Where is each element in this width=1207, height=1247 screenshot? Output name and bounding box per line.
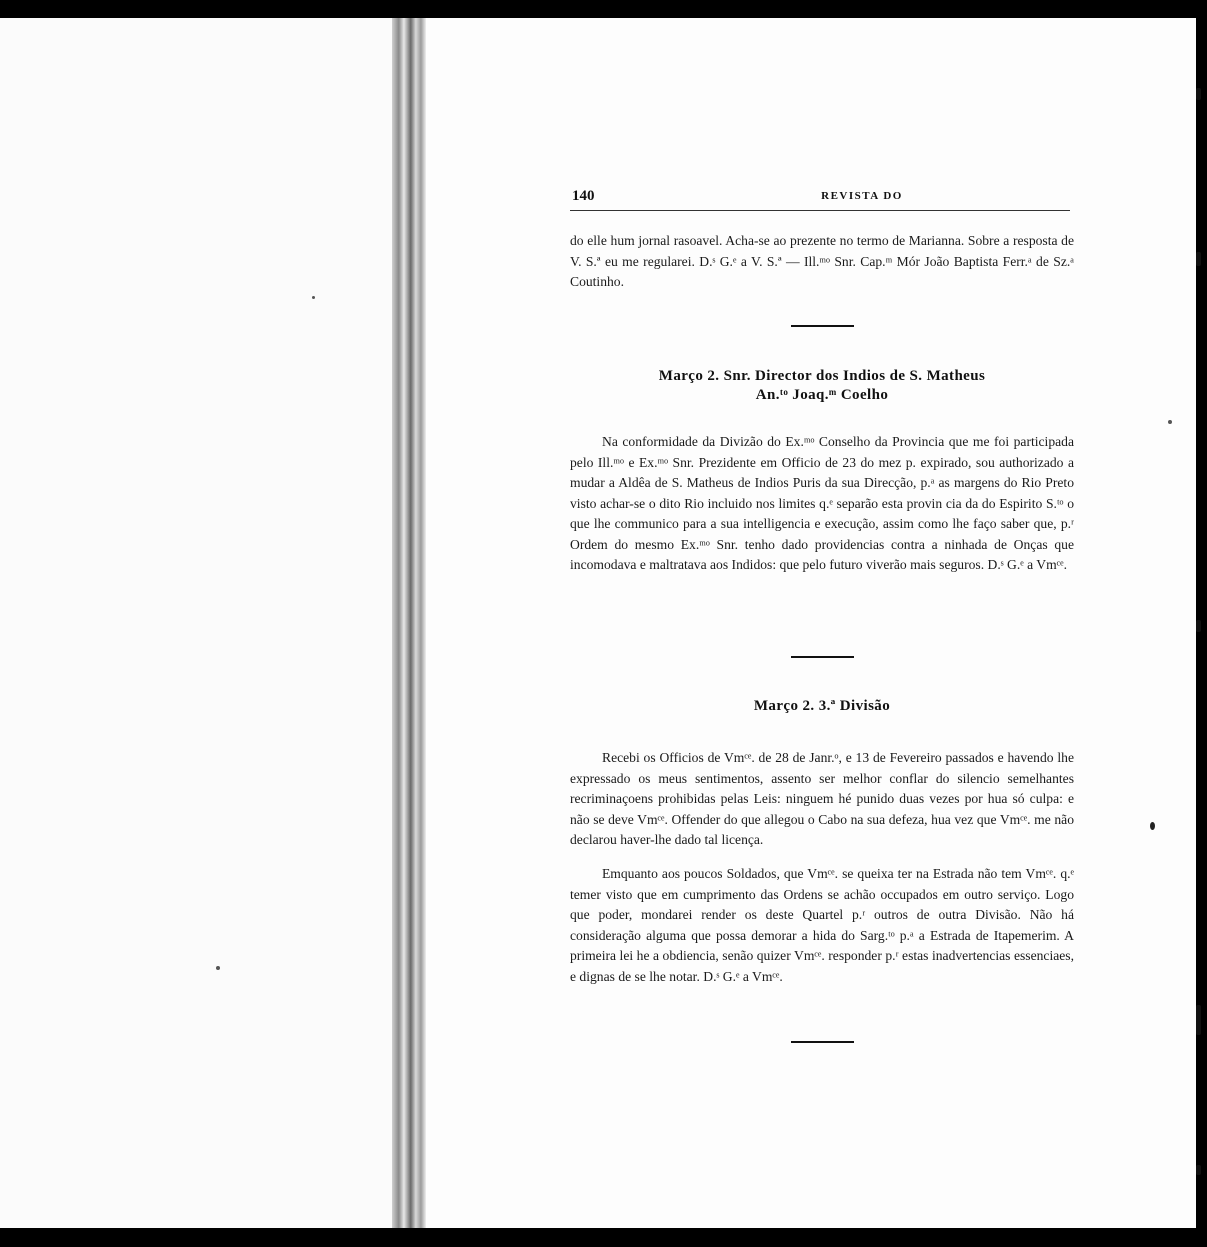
book-spine [392,18,426,1228]
section-separator [791,656,854,658]
letter1-body: Na conformidade da Divizão do Ex.ᵐᵒ Conselho da Provincia que me foi participada pelo Ill.ᵐᵒ e Ex.ᵐᵒ Snr. Prezidente em Officio de 23 do mez p. expirado, sou authorizado a mudar a Aldêa de S. Matheus de Indios Puris da sua Direcção, p.ᵃ as margens do Rio Preto visto achar-se o dito Rio incluido nos limites q.ᵉ separão esta provin cia da do Espirito S.ᵗᵒ o que lhe communico para a sua intelligencia e execução, assim como lhe faço saber que, p.ʳ Ordem do mesmo Ex.ᵐᵒ Snr. tenho dado providencias contra a ninhada de Onças que incomodava e maltratava aos Indidos: que pelo futuro viverão mais seguros. D.ˢ G.ᵉ a Vmᶜᵉ. [570,434,1074,572]
edge-mark [1196,252,1201,266]
paper-speck [1168,420,1172,424]
edge-mark [1196,1165,1201,1175]
section-separator [791,325,854,327]
section-separator [791,1041,854,1043]
continuation-paragraph: do elle hum jornal rasoavel. Acha-se ao prezente no termo de Marianna. Sobre a resposta de V. S.ª eu me regularei. D.ˢ G.ᵉ a V. S.ª — Ill.ᵐᵒ Snr. Cap.ᵐ Mór João Baptista Ferr.ᵃ de Sz.ᵃ Coutinho. [570,233,1074,289]
letter2-paragraph1: Recebi os Officios de Vmᶜᵉ. de 28 de Janr.ᵒ, e 13 de Fevereiro passados e havendo lhe expressado os meus sentimentos, assento ser melhor conflar do silencio semelhantes recriminaçoens prohibidas pelas Leis: ninguem hé punido duas vezes por hua só culpa: e não se deve Vmᶜᵉ. Offender do que allegou o Cabo na sua defeza, hua vez que Vmᶜᵉ. me não declarou haver-lhe dado tal licença. [570,750,1074,847]
page-number: 140 [572,188,595,204]
letter2-paragraph2: Emquanto aos poucos Soldados, que Vmᶜᵉ. se queixa ter na Estrada não tem Vmᶜᵉ. q.ᵉ temer visto que em cumprimento das Ordens se achão occupados em outro serviço. Logo que poder, mondarei render os deste Quartel p.ʳ outros de outra Divisão. Não há consideração alguma que possa demorar a hida do Sarg.ᵗᵒ p.ᵃ a Estrada de Itapemerim. A primeira lei he a obdiencia, senão quizer Vmᶜᵉ. responder p.ʳ estas inadvertencias essenciaes, e dignas de se lhe notar. D.ˢ G.ᵉ a Vmᶜᵉ. [570,866,1074,984]
letter1-heading-line2: An.ᵗᵒ Joaq.ᵐ Coelho [755,387,889,403]
paper-speck [1150,822,1155,830]
edge-mark [1196,1005,1201,1035]
edge-mark [1196,88,1201,100]
running-title: REVISTA DO [821,190,903,202]
paper-speck [216,966,220,970]
letter2-heading: Março 2. 3.ª Divisão [753,698,891,714]
letter1-heading-line1: Março 2. Snr. Director dos Indios de S. Matheus [658,368,986,384]
running-head [572,188,1072,210]
paper-speck [312,296,315,299]
header-rule [570,210,1070,211]
edge-mark [1196,620,1201,632]
left-page-blank [0,18,392,1228]
